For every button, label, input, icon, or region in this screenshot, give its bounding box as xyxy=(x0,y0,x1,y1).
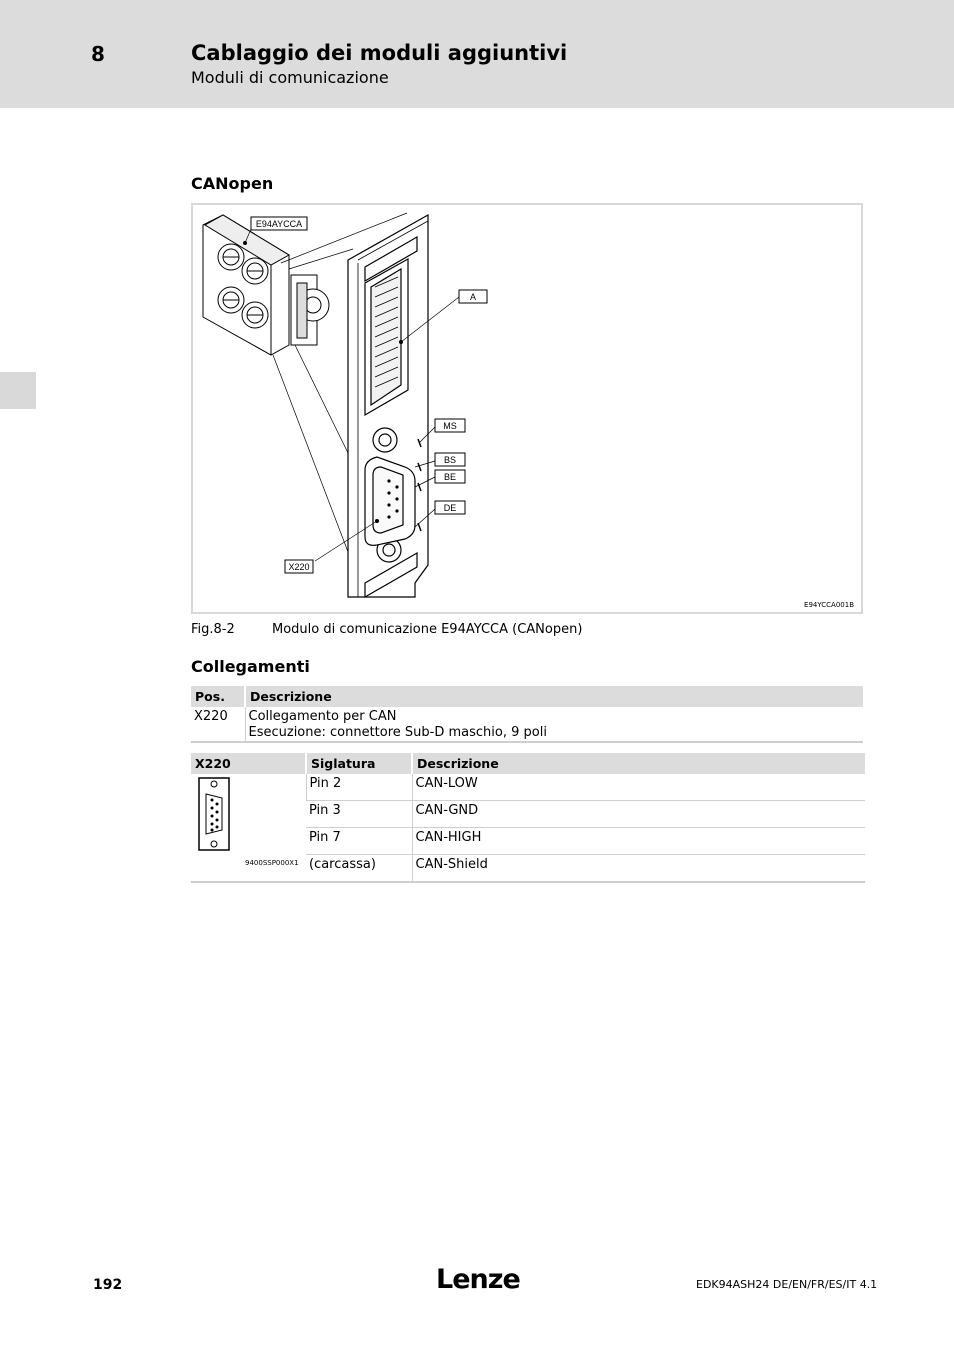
figure-caption-text: Modulo di comunicazione E94AYCCA (CANopen) xyxy=(272,622,583,637)
connector-code: 9400SSP000X1 xyxy=(245,859,299,867)
section-heading-collegamenti: Collegamenti xyxy=(191,657,310,676)
col-header-descrizione: Descrizione xyxy=(245,686,863,707)
label-de: DE xyxy=(443,503,457,513)
cell-sig: Pin 7 xyxy=(306,828,412,855)
col-header-descrizione: Descrizione xyxy=(412,753,865,774)
table-row xyxy=(191,774,865,801)
sub-d-connector-icon xyxy=(195,776,235,856)
page-number: 192 xyxy=(93,1277,123,1293)
label-x220: X220 xyxy=(288,562,310,572)
connector-image-cell xyxy=(191,774,306,882)
document-id: EDK94ASH24 DE/EN/FR/ES/IT 4.1 xyxy=(696,1278,878,1291)
figure-caption-number: Fig.8-2 xyxy=(191,622,235,637)
table-row xyxy=(191,707,863,742)
cell-sig: Pin 3 xyxy=(306,801,412,828)
col-header-pos: Pos. xyxy=(191,686,245,707)
label-ms: MS xyxy=(443,421,457,431)
figure-module-drawing xyxy=(191,203,863,614)
cell-sig: Pin 2 xyxy=(306,774,412,801)
cell-desc: CAN-HIGH xyxy=(412,828,865,855)
chapter-subtitle: Moduli di comunicazione xyxy=(191,68,389,87)
label-be: BE xyxy=(443,472,457,482)
desc-line-1: Collegamento per CAN xyxy=(248,709,397,724)
connections-table xyxy=(191,686,863,743)
col-header-siglatura: Siglatura xyxy=(306,753,412,774)
chapter-number: 8 xyxy=(91,42,105,66)
module-illustration xyxy=(193,205,861,612)
section-heading-canopen: CANopen xyxy=(191,174,274,193)
chapter-title: Cablaggio dei moduli aggiuntivi xyxy=(191,41,568,65)
label-bs: BS xyxy=(443,455,457,465)
label-module: E94AYCCA xyxy=(255,219,303,229)
cell-pos: X220 xyxy=(191,707,245,742)
label-a: A xyxy=(469,292,477,302)
cell-description xyxy=(245,707,863,742)
cell-desc: CAN-LOW xyxy=(412,774,865,801)
cell-desc: CAN-GND xyxy=(412,801,865,828)
chapter-side-tab xyxy=(0,372,36,409)
cell-sig: (carcassa) xyxy=(306,855,412,883)
figure-code: E94YCCA001B xyxy=(804,601,854,609)
lenze-logo: Lenze xyxy=(436,1264,520,1295)
desc-line-2: Esecuzione: connettore Sub-D maschio, 9 poli xyxy=(248,725,547,740)
cell-desc: CAN-Shield xyxy=(412,855,865,883)
col-header-x220: X220 xyxy=(191,753,306,774)
x220-pin-table xyxy=(191,753,865,883)
